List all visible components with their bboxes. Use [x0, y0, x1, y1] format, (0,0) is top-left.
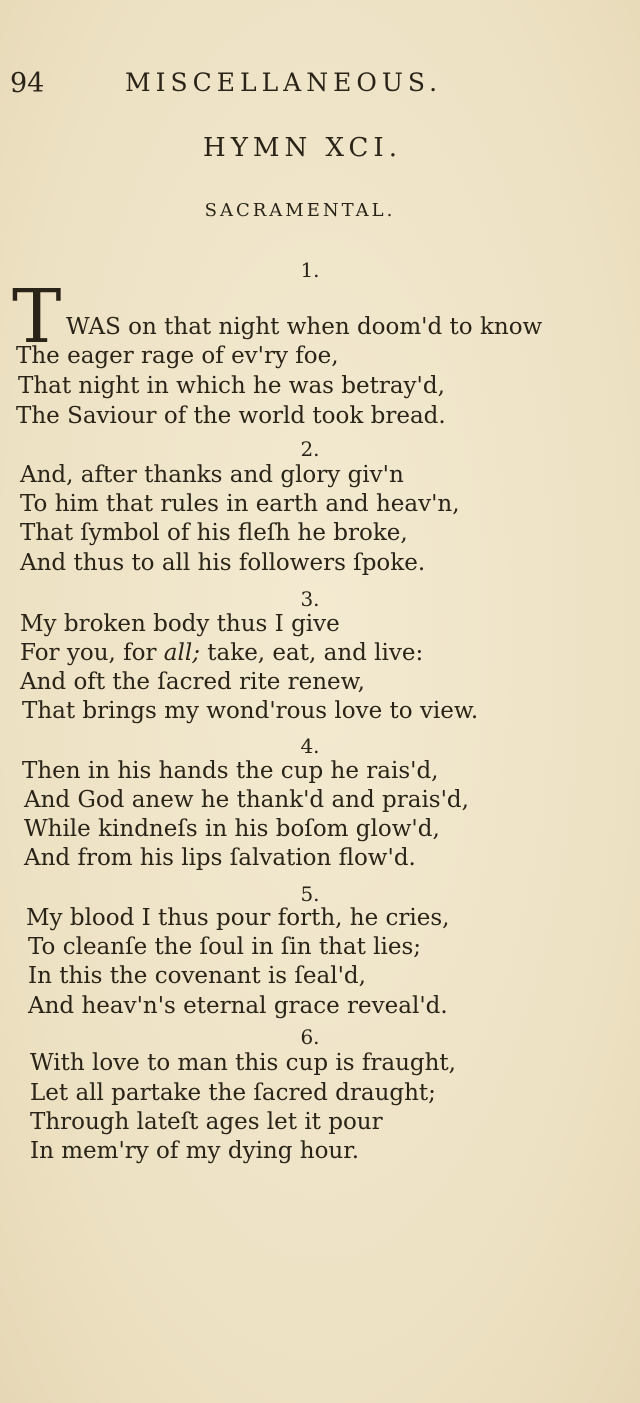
stanza-3-line-3: And oft the ſacred rite renew,: [20, 669, 365, 695]
running-head: MISCELLANEOUS.: [125, 68, 443, 97]
stanza-2-line-3: That ſymbol of his fleſh he broke,: [20, 520, 408, 546]
stanza-2-line-4: And thus to all his followers ſpoke.: [20, 550, 426, 576]
stanza-4-line-3: While kindneſs in his boſom glow'd,: [24, 816, 440, 842]
stanza-1-line-2: The eager rage of ev'ry foe,: [16, 343, 339, 369]
stanza-number-3: 3.: [300, 587, 320, 611]
stanza-6-line-4: In mem'ry of my dying hour.: [30, 1138, 360, 1164]
stanza-1-line-1: WAS on that night when doom'd to know: [66, 314, 543, 340]
stanza-5-line-4: And heav'n's eternal grace reveal'd.: [28, 993, 448, 1019]
stanza-2-line-1: And, after thanks and glory giv'n: [20, 462, 404, 488]
stanza-2-line-2: To him that rules in earth and heav'n,: [20, 491, 460, 517]
stanza-3-line-2-italic: all;: [163, 640, 200, 666]
stanza-3-line-4: That brings my wond'rous love to view.: [22, 698, 479, 724]
stanza-number-5: 5.: [300, 882, 320, 906]
stanza-3-line-2-end: take, eat, and live:: [199, 640, 424, 666]
stanza-3-line-2-start: For you, for: [20, 640, 164, 666]
stanza-5-line-1: My blood I thus pour forth, he cries,: [26, 905, 450, 931]
stanza-3-line-2: [20, 642, 423, 665]
page-number: 94: [10, 68, 45, 99]
hymn-subtitle: SACRAMENTAL.: [204, 200, 396, 221]
drop-cap: T: [12, 274, 62, 360]
stanza-1-line-3: That night in which he was betray'd,: [18, 373, 445, 399]
stanza-1-line-4: The Saviour of the world took bread.: [16, 403, 446, 429]
stanza-number-6: 6.: [300, 1025, 320, 1049]
stanza-5-line-2: To cleanſe the ſoul in ſin that lies;: [28, 934, 422, 960]
stanza-4-line-1: Then in his hands the cup he rais'd,: [22, 758, 439, 784]
stanza-4-line-4: And from his lips ſalvation flow'd.: [24, 845, 416, 871]
stanza-number-2: 2.: [300, 437, 320, 461]
stanza-6-line-3: Through lateſt ages let it pour: [30, 1109, 383, 1135]
stanza-5-line-3: In this the covenant is ſeal'd,: [28, 963, 366, 989]
stanza-number-4: 4.: [300, 734, 320, 758]
hymn-title: HYMN XCI.: [203, 133, 402, 163]
stanza-6-line-2: Let all partake the ſacred draught;: [30, 1080, 436, 1106]
stanza-number-1: 1.: [300, 258, 320, 282]
stanza-4-line-2: And God anew he thank'd and prais'd,: [24, 787, 469, 813]
stanza-3-line-1: My broken body thus I give: [20, 611, 340, 637]
stanza-6-line-1: With love to man this cup is fraught,: [30, 1050, 456, 1076]
